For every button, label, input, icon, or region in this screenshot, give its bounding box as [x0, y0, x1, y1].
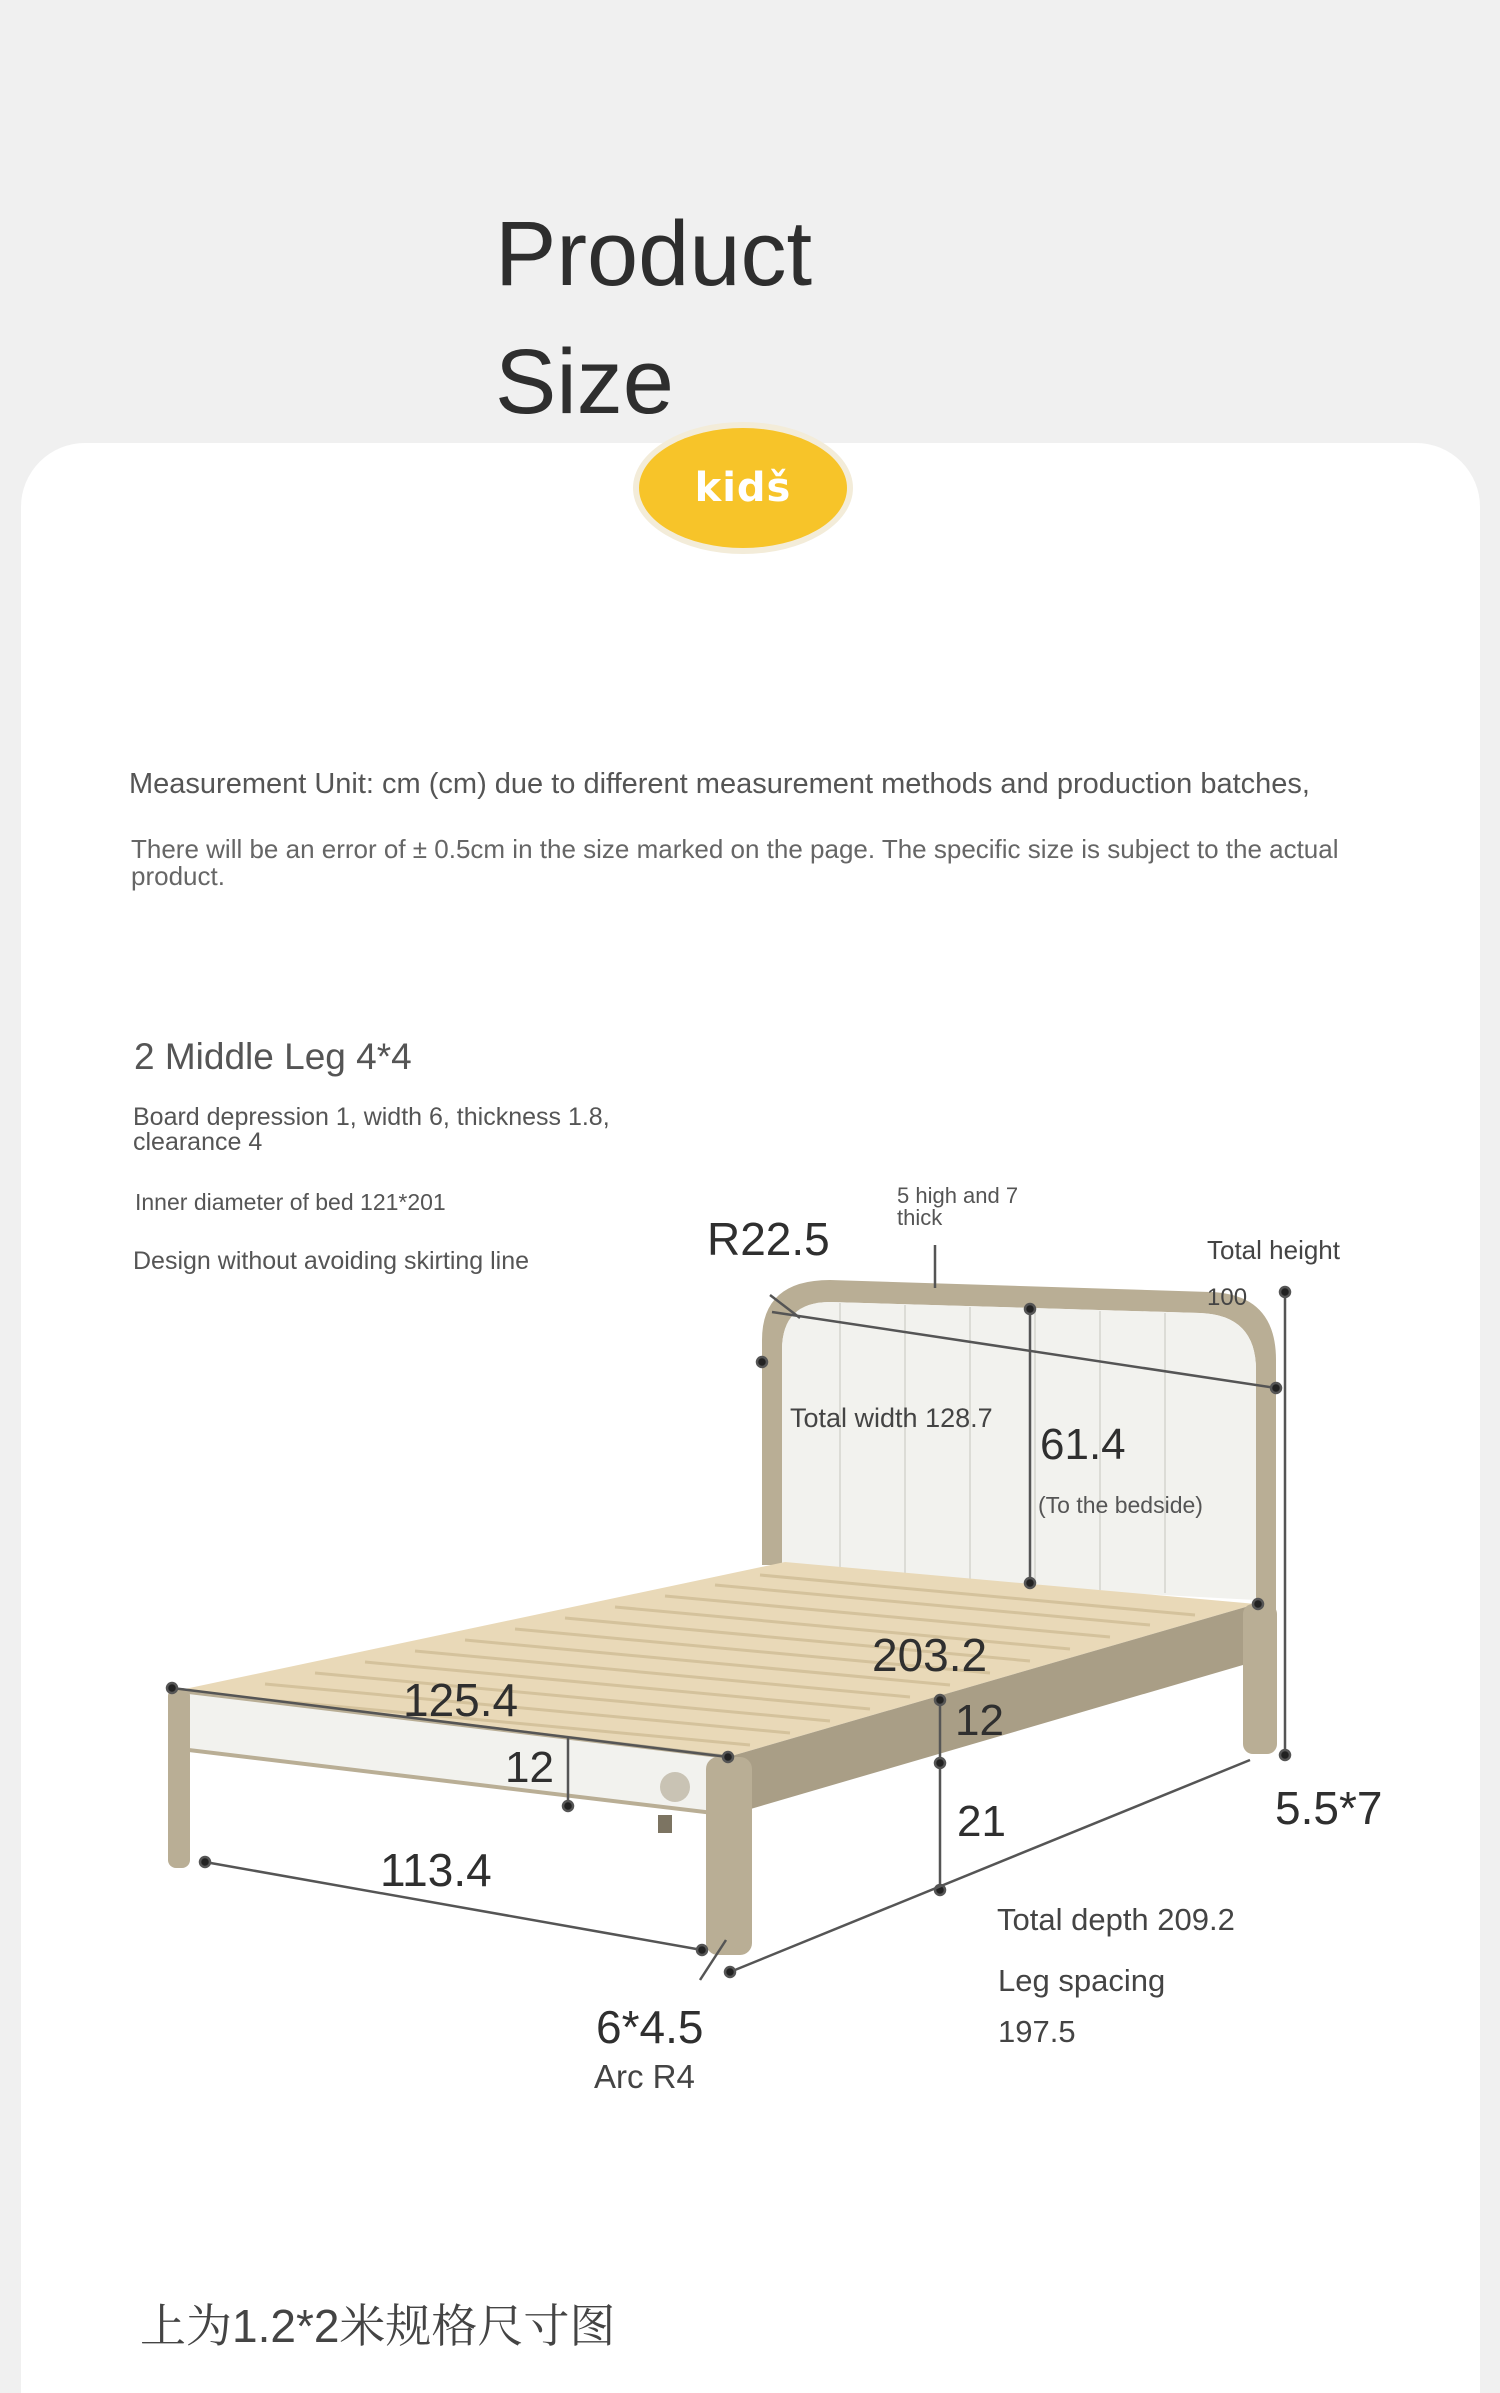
inner-diameter-spec: Inner diameter of bed 121*201 — [135, 1189, 446, 1215]
total-height-value: 100 — [1207, 1284, 1248, 1311]
to-bedside-label: (To the bedside) — [1038, 1492, 1203, 1518]
unit-note: Measurement Unit: cm (cm) due to different measurement methods and production batches, — [129, 768, 1310, 800]
clearance-label: 21 — [957, 1797, 1006, 1846]
foot-leg-spacing-label: 113.4 — [380, 1844, 492, 1896]
headboard-height-label: 61.4 — [1040, 1420, 1126, 1469]
head-leg-size-label: 5.5*7 — [1275, 1782, 1383, 1834]
skirting-spec: Design without avoiding skirting line — [133, 1247, 530, 1275]
side-rail-label: 12 — [955, 1696, 1004, 1745]
foot-leg-size-label: 6*4.5 — [596, 2001, 704, 2053]
total-height-label: Total height — [1207, 1235, 1340, 1265]
error-note: There will be an error of ± 0.5cm in the size marked on the page. The specific size is subject to the actual product. — [131, 834, 1339, 891]
middle-leg-spec: 2 Middle Leg 4*4 — [134, 1036, 412, 1077]
leg-spacing-value: 197.5 — [998, 2014, 1076, 2049]
title-line: Product Size — [495, 203, 813, 433]
arc-radius-label: R22.5 — [707, 1213, 830, 1265]
footer-caption: 上为1.2*2米规格尺寸图 — [140, 2300, 616, 2352]
total-width-label: Total width 128.7 — [790, 1403, 993, 1433]
foot-rail-label: 12 — [505, 1743, 554, 1792]
leg-spacing-label: Leg spacing — [998, 1963, 1166, 1998]
rail-size-label: 5 high and 7 thick — [897, 1183, 1019, 1230]
logo-text: kidš — [694, 465, 792, 511]
width-label: 125.4 — [403, 1674, 519, 1726]
length-label: 203.2 — [872, 1629, 988, 1681]
arc-r4-label: Arc R4 — [594, 2058, 695, 2095]
total-depth-label: Total depth 209.2 — [997, 1902, 1235, 1937]
board-spec: Board depression 1, width 6, thickness 1.8, clearance 4 — [133, 1103, 610, 1156]
